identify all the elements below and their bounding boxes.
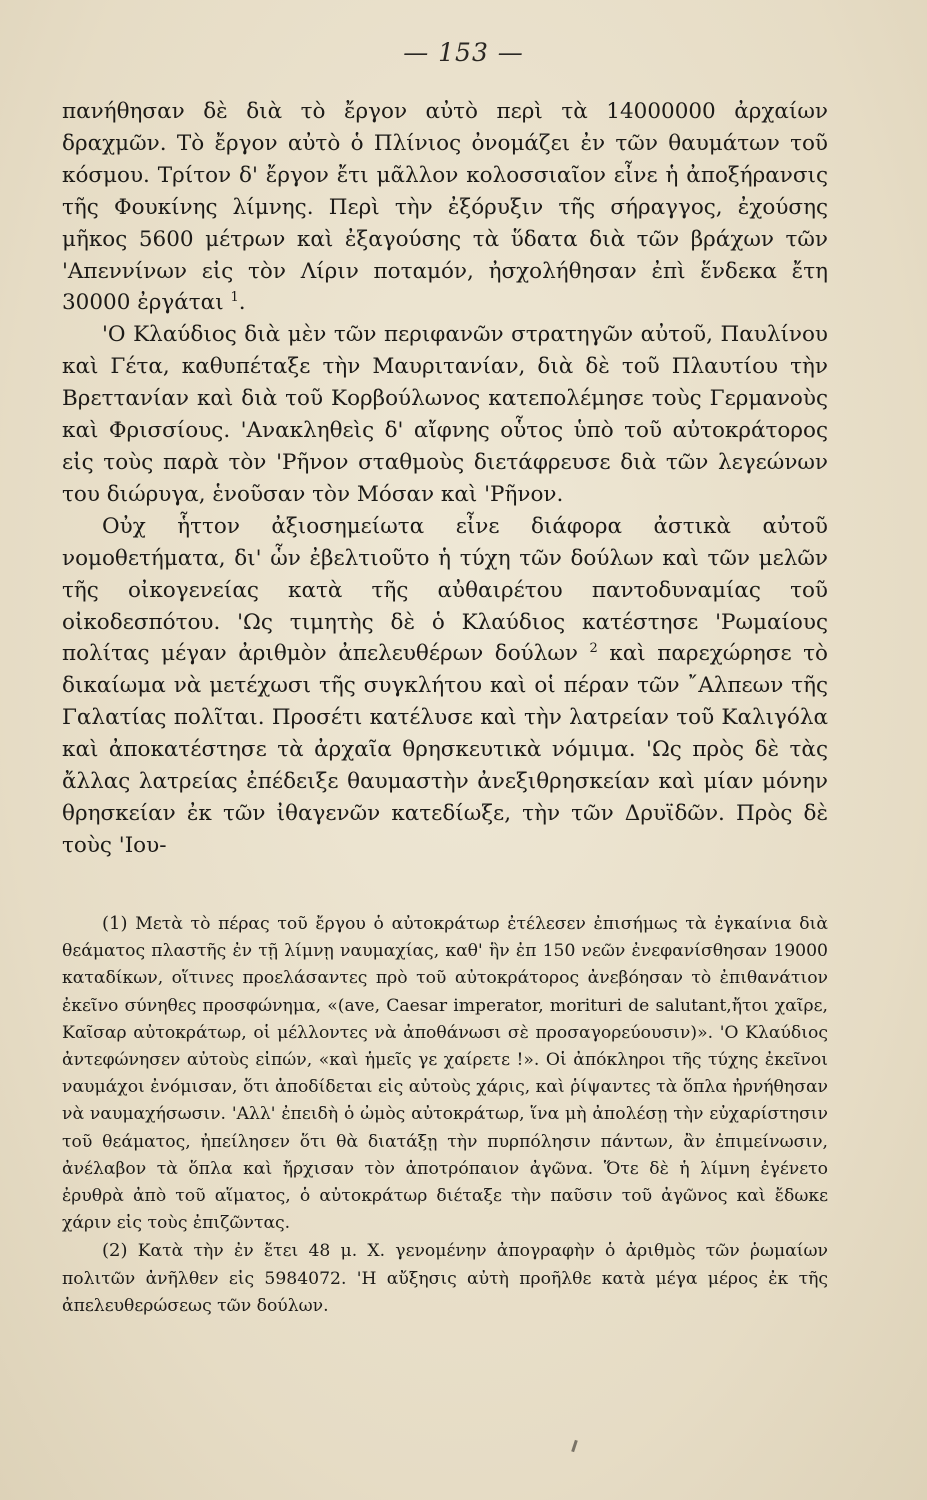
paragraph-3 — [62, 511, 828, 862]
footnote-1-text: Μετὰ τὸ πέρας τοῦ ἔργου ὁ αὐτοκράτωρ ἐτέλεσεν ἐπισήμως τὰ ἐγκαίνια διὰ θεάματος πλαστῆς ἐν τῇ λίμνῃ ναυμαχίας, καθ' ἣν ἐπ 150 νεῶν ἐνεφανίσθησαν 19000 καταδίκων, οἵτινες προελάσαντες πρὸ τοῦ αὐτοκράτορος ἀνεβόησαν τὸ ἐπιθανάτιον ἐκεῖνο σύνηθες προσφώνημα, «(ave, Caesar imperator, morituri de salutant,ἤτοι χαῖρε, Καῖσαρ αὐτοκράτωρ, οἱ μέλλοντες νὰ ἀποθάνωσι σὲ προσαγορεύουσιν)». 'Ο Κλαύδιος ἀντεφώνησεν αὐτοὺς εἰπών, «καὶ ἡμεῖς γε χαίρετε !». Οἱ ἀπόκληροι τῆς τύχης ἐκεῖνοι ναυμάχοι ἐνόμισαν, ὅτι ἀποδίδεται εἰς αὐτοὺς χάρις, καὶ ῥίψαντες τὰ ὅπλα ἠρνήθησαν νὰ ναυμαχήσωσιν. 'Αλλ' ἐπειδὴ ὁ ὠμὸς αὐτοκράτωρ, ἵνα μὴ ἀπολέσῃ τὴν εὐχαρίστησιν τοῦ θεάματος, ἠπείλησεν ὅτι θὰ διατάξῃ τὴν πυρπόλησιν πάντων, ἂν ἐπιμείνωσιν, ἀνέλαβον τὰ ὅπλα καὶ ἤρχισαν τὸν ἀποτρόπαιον ἀγῶνα. Ὅτε δὲ ἡ λίμνη ἐγένετο ἐρυθρὰ ἀπὸ τοῦ αἵματος, ὁ αὐτοκράτωρ διέταξε τὴν παῦσιν τοῦ ἀγῶνος καὶ ἔδωκε χάριν εἰς τοὺς ἐπιζῶντας. — [62, 914, 828, 1234]
paragraph-2: 'Ο Κλαύδιος διὰ μὲν τῶν περιφανῶν στρατηγῶν αὐτοῦ, Παυλίνου καὶ Γέτα, καθυπέταξε τὴν Μαυριτανίαν, διὰ δὲ τοῦ Πλαυτίου τὴν Βρεττανίαν καὶ διὰ τοῦ Κορβούλωνος κατεπολέμησε τοὺς Γερμανοὺς καὶ Φρισσίους. 'Ανακληθεὶς δ' αἴφνης οὗτος ὑπὸ τοῦ αὐτοκράτορος εἰς τοὺς παρὰ τὸν 'Ρῆνον σταθμοὺς διετάφρευσε διὰ τῶν λεγεώνων του διώρυγα, ἑνοῦσαν τὸν Μόσαν καὶ 'Ρῆνον. — [62, 322, 828, 507]
page-number: — 153 — — [403, 38, 524, 67]
paragraph-3-text-a: Οὐχ ἧττον ἀξιοσημείωτα εἶνε διάφορα ἀστικὰ αὐτοῦ νομοθετήματα, δι' ὧν ἐβελτιοῦτο ἡ τύχη τῶν δούλων καὶ τῶν μελῶν τῆς οἰκογενείας κατὰ τῆς αὐθαιρέτου παντοδυναμίας τοῦ οἰκοδεσπότου. 'Ως τιμητὴς δὲ ὁ Κλαύδιος κατέστησε 'Ρωμαίους πολίτας μέγαν ἀριθμὸν ἀπελευθέρων δούλων — [62, 513, 828, 667]
paragraph-1-text: πανήθησαν δὲ διὰ τὸ ἔργον αὐτὸ περὶ τὰ 14000000 ἀρχαίων δραχμῶν. Τὸ ἔργον αὐτὸ ὁ Πλίνιος ὀνομάζει ἐν τῶν θαυμάτων τοῦ κόσμου. Τρίτον δ' ἔργον ἔτι μᾶλλον κολοσσιαῖον εἶνε ἡ ἀποξήρανσις τῆς Φουκίνης λίμνης. Περὶ τὴν ἐξόρυξιν τῆς σήραγγος, ἐχούσης μῆκος 5600 μέτρων καὶ ἐξαγούσης τὰ ὕδατα διὰ τῶν βράχων τῶν 'Απεννίνων εἰς τὸν Λίριν ποταμόν, ἠσχολήθησαν ἐπὶ ἕνδεκα ἔτη 30000 ἐργάται — [62, 99, 828, 316]
footnote-ref-1: 1 — [230, 290, 239, 306]
footnote-1-mark: (1) — [102, 913, 128, 934]
ink-mark — [571, 1440, 578, 1452]
paragraph-1 — [62, 96, 828, 319]
main-text — [62, 96, 828, 862]
footnote-2-mark: (2) — [102, 1240, 128, 1262]
footnote-1 — [62, 910, 828, 1237]
footnote-2-text: Κατὰ τὴν ἐν ἔτει 48 μ. Χ. γενομένην ἀπογραφὴν ὁ ἀριθμὸς τῶν ῥωμαίων πολιτῶν ἀνῆλθεν εἰς 5984072. 'Η αὔξησις αὐτὴ προῆλθε κατὰ μέγα μέρος ἐκ τῆς ἀπελευθερώσεως τῶν δούλων. — [62, 1241, 828, 1316]
paragraph-1-end: . — [238, 290, 246, 316]
paragraph-3-text-b: καὶ παρεχώρησε τὸ δικαίωμα νὰ μετέχωσι τῆς συγκλήτου καὶ οἱ πέραν τῶν ῎Αλπεων τῆς Γαλατίας πολῖται. Προσέτι κατέλυσε καὶ τὴν λατρείαν τοῦ Καλιγόλα καὶ ἀποκατέστησε τὰ ἀρχαῖα θρησκευτικὰ νόμιμα. 'Ως πρὸς δὲ τὰς ἄλλας λατρείας ἐπέδειξε θαυμαστὴν ἀνεξιθρησκείαν καὶ μίαν μόνην θρησκείαν ἐκ τῶν ἰθαγενῶν κατεδίωξε, τὴν τῶν Δρυϊδῶν. Πρὸς δὲ τοὺς 'Ιου- — [62, 641, 828, 858]
footnotes — [62, 910, 828, 1320]
footnote-ref-2: 2 — [589, 641, 598, 657]
footnote-2 — [62, 1237, 828, 1320]
